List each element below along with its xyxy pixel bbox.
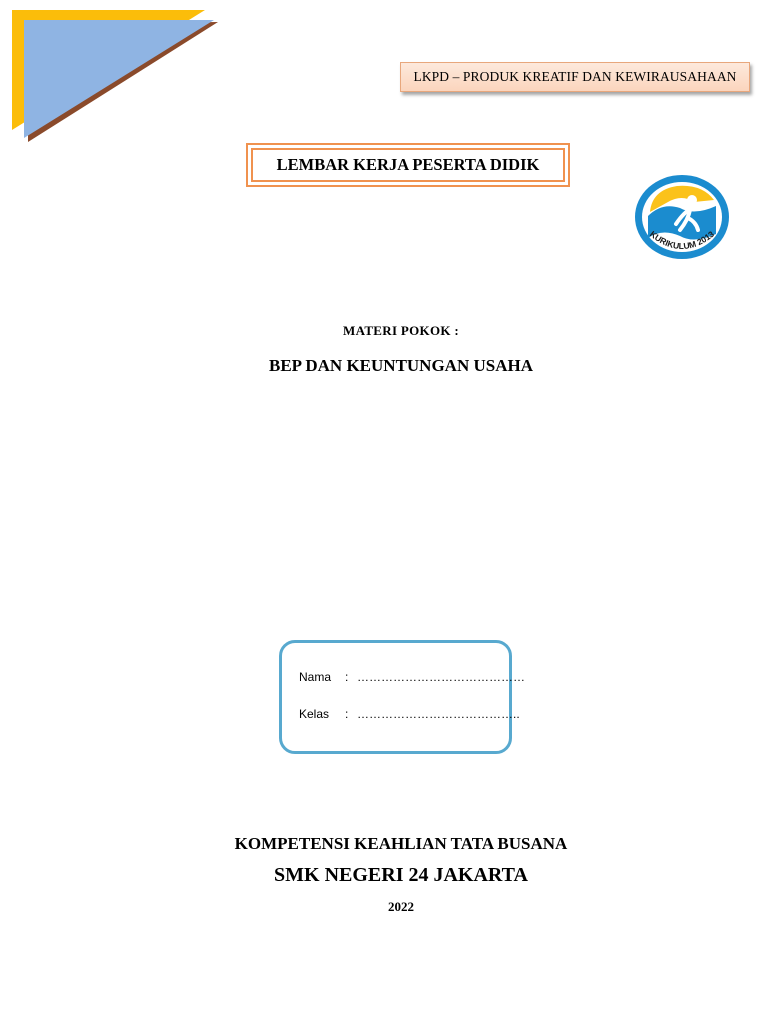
corner-decoration <box>0 0 230 150</box>
header-tag <box>400 62 750 92</box>
school-name: SMK NEGERI 24 JAKARTA <box>274 864 528 886</box>
class-field[interactable] <box>299 707 520 721</box>
competency-title: KOMPETENSI KEAHLIAN TATA BUSANA <box>234 834 568 853</box>
name-separator: : <box>345 670 349 684</box>
logo-text: KURIKULUM 2013 <box>647 228 717 252</box>
name-label: Nama <box>299 670 332 684</box>
page-title: LEMBAR KERJA PESERTA DIDIK <box>251 148 565 182</box>
materi-label: MATERI POKOK : <box>343 323 459 338</box>
title-box <box>246 143 570 187</box>
header-tag-text: LKPD – PRODUK KREATIF DAN KEWIRAUSAHAAN <box>413 69 737 84</box>
class-blank[interactable]: ………………………………….. <box>357 707 520 721</box>
kurikulum-logo <box>632 172 732 262</box>
name-blank[interactable]: …………………………………… <box>357 670 525 684</box>
year: 2022 <box>388 899 414 914</box>
student-identity-box <box>279 640 525 754</box>
class-separator: : <box>345 707 349 721</box>
name-field[interactable] <box>299 670 525 684</box>
materi-value: BEP DAN KEUNTUNGAN USAHA <box>269 356 533 375</box>
class-label: Kelas <box>299 707 330 721</box>
